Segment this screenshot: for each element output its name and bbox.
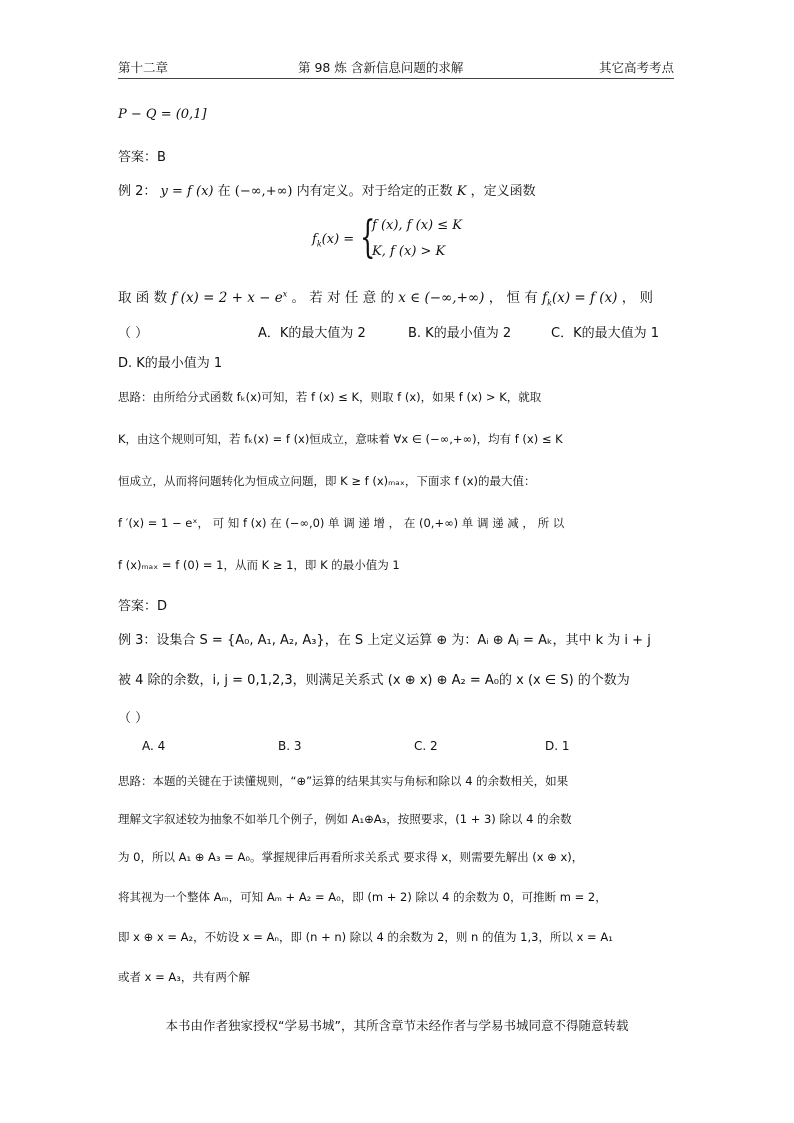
chapter-label: 第十二章 — [118, 60, 169, 75]
example3-think-2: 理解文字叙述较为抽象不如举几个例子，例如 A₁⊕A₃，按照要求，(1 + 3) 除以 4 的余数 — [118, 812, 572, 826]
example2-text-define-fn: ，定义函数 — [470, 184, 536, 199]
example2-condition — [118, 286, 653, 308]
example3-think-6: 或者 x = A₃，共有两个解 — [118, 970, 250, 984]
example3-paren: （ ） — [118, 711, 149, 726]
fk-equals-f: $f_k(x) = f$ (x) — [542, 290, 618, 308]
example2-text-in: 在 — [217, 184, 231, 199]
ex3-option-b: B. 3 — [278, 739, 302, 753]
text-then: ， 则 — [621, 290, 654, 306]
example2-think-3: 恒成立，从而将问题转化为恒成立问题，即 K ≥ f (x)ₘₐₓ，下面求 f (x)的最大值： — [118, 474, 536, 488]
option-a: A．K的最大值为 2 — [258, 326, 366, 341]
example2-think-2: K，由这个规则可知，若 fₖ(x) = f (x)恒成立，意味着 ∀x ∈ (−∞,+∞)，均有 f (x) ≤ K — [118, 432, 563, 446]
text-for-any: 。 若 对 任 意 的 — [291, 290, 394, 306]
example3-think-5: 即 x ⊕ x = A₂，不妨设 x = Aₙ，即 (n + n) 除以 4 的余数为 2，则 n 的值为 1,3，所以 x = A₁ — [118, 930, 613, 944]
fn-definition: f $(x) = 2 + x - e^x$ — [171, 289, 288, 306]
ex3-option-d: D. 1 — [545, 739, 570, 753]
section-label: 其它高考考点 — [599, 60, 675, 75]
example3-stem-1: 例 3：设集合 S = {A₀, A₁, A₂, A₃}，在 S 上定义运算 ⊕ 为：Aᵢ ⊕ Aⱼ = Aₖ，其中 k 为 i + j — [118, 633, 651, 648]
domain-x: x ∈ (−∞,+∞) — [398, 290, 485, 306]
example2-function: y = f (x) — [160, 184, 214, 199]
piecewise-case-1: f (x), f (x) ≤ K — [372, 218, 462, 233]
formula-p-minus-q: P − Q = (0,1] — [118, 107, 207, 122]
copyright-footer: 本书由作者独家授权“学易书城”，其所含章节未经作者与学易书城同意不得随意转载 — [165, 1018, 629, 1033]
example2-text-defined: 内有定义。对于给定的正数 — [296, 184, 453, 199]
example3-stem-2: 被 4 除的余数，i, j = 0,1,2,3，则满足关系式 (x ⊕ x) ⊕ A₂ = A₀的 x (x ∈ S) 的个数为 — [118, 673, 630, 688]
answer-d: 答案：D — [118, 599, 168, 614]
lesson-title: 第 98 炼 含新信息问题的求解 — [298, 60, 464, 75]
example3-think-3: 为 0，所以 A₁ ⊕ A₃ = A₀。掌握规律后再看所求关系式 要求得 x，则需要先解出 (x ⊕ x)， — [118, 850, 584, 864]
example2-think-1: 思路：由所给分式函数 fₖ(x)可知，若 f (x) ≤ K，则取 f (x)，如果 f (x) > K，就取 — [118, 390, 542, 404]
header-divider — [118, 78, 674, 79]
option-c: C．K的最大值为 1 — [551, 326, 660, 341]
option-d: D. K的最小值为 1 — [118, 356, 223, 371]
example3-think-4: 将其视为一个整体 Aₘ，可知 Aₘ + A₂ = A₀，即 (m + 2) 除以 4 的余数为 0，可推断 m = 2， — [118, 890, 607, 904]
option-b: B. K的最小值为 2 — [408, 326, 512, 341]
answer-b: 答案：B — [118, 150, 166, 165]
example2-think-5: f (x)ₘₐₓ = f (0) = 1，从而 K ≥ 1，即 K 的最小值为 1 — [118, 558, 400, 572]
piecewise-case-2: K, f (x) > K — [372, 244, 446, 259]
piecewise-lhs: $f_k(x)$ = — [312, 232, 355, 249]
example2-k: K — [456, 184, 467, 199]
ex3-option-c: C. 2 — [414, 739, 438, 753]
example2-interval: (−∞,+∞) — [234, 184, 293, 199]
ex3-option-a: A. 4 — [142, 739, 166, 753]
left-brace: { — [360, 212, 376, 263]
text-take-fn: 取 函 数 — [118, 290, 168, 306]
example2-label: 例 2： — [118, 184, 157, 199]
example2-stem — [118, 180, 536, 199]
text-always: ， 恒 有 — [488, 290, 538, 306]
example2-paren: （ ） — [118, 326, 149, 341]
example3-think-1: 思路：本题的关键在于读懂规则，“⊕”运算的结果其实与角标和除以 4 的余数相关，如果 — [118, 774, 569, 788]
example2-think-4: f ′(x) = 1 − eˣ， 可 知 f (x) 在 (−∞,0) 单 调 递 增 ， 在 (0,+∞) 单 调 递 减 ， 所 以 — [118, 516, 565, 530]
